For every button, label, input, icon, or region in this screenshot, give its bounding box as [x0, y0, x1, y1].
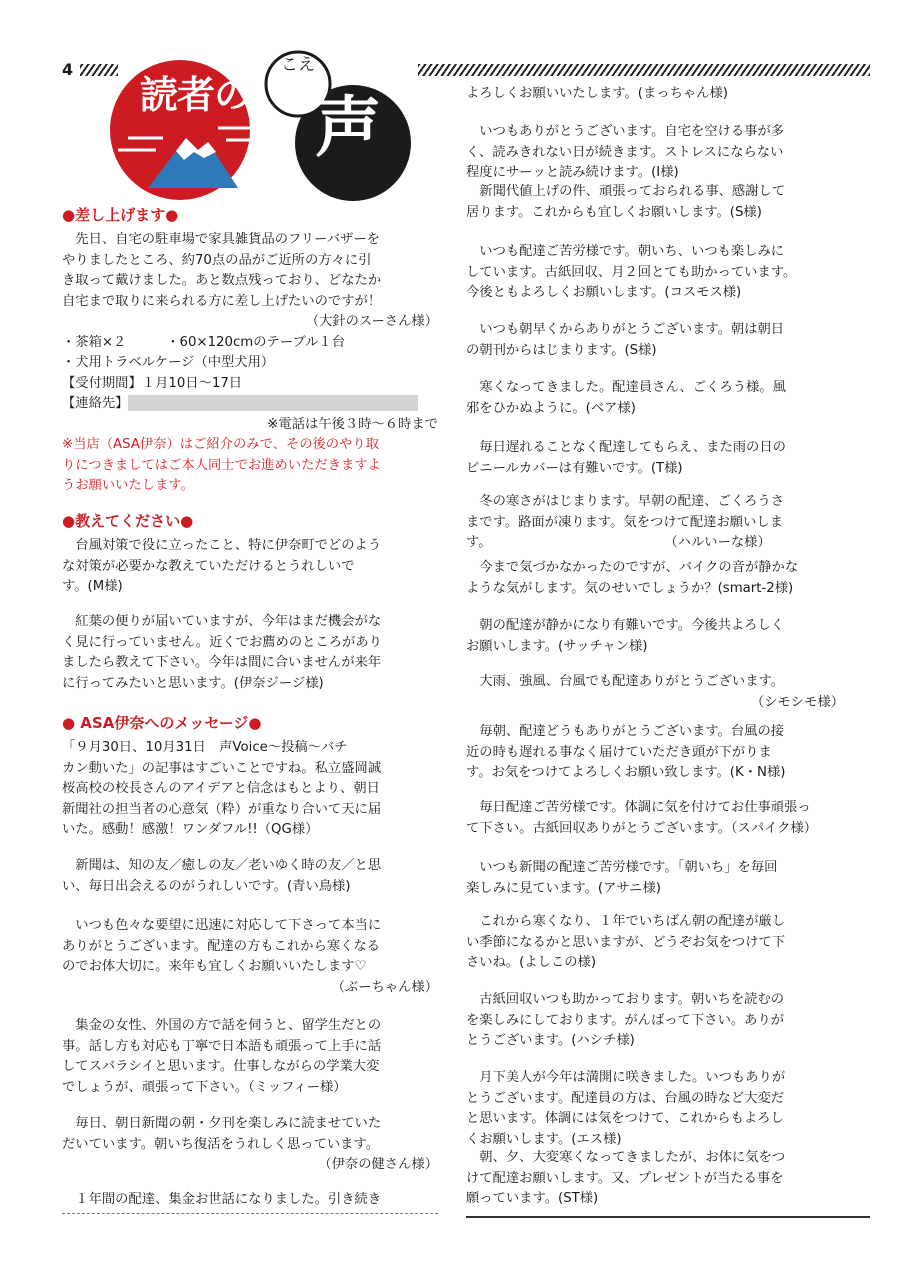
- text-line: 邪をひかぬように。(ベア様): [466, 400, 636, 416]
- item-line: ・犬用トラベルケージ（中型犬用）: [62, 355, 275, 370]
- text-line: いつも配達ご苦労様です。朝いち、いつも楽しみに: [466, 244, 785, 259]
- reader-message: [466, 438, 844, 479]
- notice-line: うお願いいたします。: [62, 478, 194, 493]
- text-line: よろしくお願いいたします。(まっちゃん様): [466, 86, 728, 101]
- text-line: な対策が必要かな教えていただけるとうれしいで: [62, 558, 355, 574]
- text-line: 楽しみに見ています。(アサニ様): [466, 880, 661, 896]
- text-line: 大雨、強風、台風でも配達ありがとうございます。: [466, 674, 785, 689]
- text-line: 居ります。これからも宜しくお願いします。(S様): [466, 204, 762, 220]
- reader-message: [466, 858, 844, 899]
- text-line: 台風対策で役に立ったこと、特に伊奈町でどのよう: [62, 538, 382, 553]
- heading-oshiete: ●教えてください●: [62, 512, 194, 530]
- notice-line: りにつきましてはご本人同士でお進めいただきますよ: [62, 457, 381, 473]
- text-line: してスバラシイと思います。仕事しながらの学業大変: [62, 1059, 380, 1074]
- phone-note: ※電話は午後３時～６時まで: [267, 416, 438, 432]
- notice-line: ※当店（ASA伊奈）はご紹介のみで、その後のやり取: [62, 437, 379, 452]
- signature: （大針のスーさん様）: [305, 314, 438, 329]
- text-line: さいね。(よしこの様): [466, 955, 597, 970]
- item-line: ・茶箱×２ ・60×120cmのテーブル１台: [62, 334, 346, 350]
- text-line: ビニールカバーは有難いです。(T様): [466, 460, 683, 476]
- text-line: す。お気をつけてよろしくお願い致します。(K・N様): [466, 765, 786, 780]
- text-line: 事。話し方も対応も丁寧で日本語も頑張って上手に話: [62, 1038, 382, 1054]
- signature: （シモシモ様）: [750, 694, 844, 710]
- message-boochan: [62, 916, 438, 998]
- oshiete-msg1: [62, 536, 438, 598]
- text-line: いた。感動！感激！ワンダフル!!（QG様）: [62, 822, 319, 837]
- text-line: いつも色々な要望に迅速に対応して下さって本当に: [62, 918, 382, 933]
- text-line: とうございます。(ハシチ様): [466, 1033, 635, 1048]
- oshiete-msg2: [62, 612, 438, 694]
- reader-message: [466, 672, 844, 713]
- text-line: に行ってみたいと思います。(伊奈ジージ様): [62, 675, 324, 691]
- text-line: とうございます。配達員の方は、台風の時など大変だ: [466, 1090, 785, 1106]
- reader-message: [466, 616, 844, 657]
- signature: （伊奈の健さん様）: [318, 1157, 438, 1172]
- text-line: 毎日配達ご苦労様です。体調に気を付けてお仕事頑張っ: [466, 800, 811, 815]
- heading-sashiage: ●差し上げます●: [62, 206, 179, 224]
- text-line: く見に行っていません。近くでお薦めのところがあり: [62, 634, 382, 650]
- text-line: 今後ともよろしくお願いします。(コスモス様): [466, 285, 742, 300]
- text-line: いつも新聞の配達ご苦労様です。「朝いち」を毎回: [466, 860, 778, 875]
- text-line: て下さい。古紙回収ありがとうございます。（スパイク様）: [466, 820, 818, 836]
- footer-rule-right: [466, 1216, 870, 1218]
- text-line: く、読みきれない日が続きます。ストレスにならない: [466, 144, 784, 160]
- text-line: 古紙回収いつも助かっております。朝いちを読むの: [466, 992, 785, 1007]
- message-miffy: [62, 1016, 438, 1098]
- reader-message: [466, 798, 844, 839]
- message-aoitori: [62, 856, 438, 897]
- message-kensan: [62, 1114, 438, 1176]
- text-line: 桜高校の校長さんのアイデアと信念はもとより、朝日: [62, 781, 380, 796]
- signature: （ぶーちゃん様）: [331, 979, 438, 995]
- reader-message: [466, 1068, 844, 1150]
- text-line: 冬の寒さがはじまります。早朝の配達、ごくろうさ: [466, 494, 785, 509]
- text-line: でしょうが、頑張って下さい。（ミッフィー様）: [62, 1079, 347, 1095]
- reader-message: [466, 122, 844, 184]
- text-line: だいています。朝いち復活をうれしく思っています。: [62, 1136, 379, 1152]
- text-line: ありがとうございます。配達の方もこれから寒くなる: [62, 938, 381, 954]
- text-line: す。(M様): [62, 579, 123, 594]
- text-line: い季節になるかと思いますが、どうぞお気をつけて下: [466, 934, 786, 950]
- text-line: これから寒くなり、１年でいちばん朝の配達が厳し: [466, 914, 786, 929]
- text-line: を楽しみにしております。がんばって下さい。ありが: [466, 1012, 785, 1028]
- text-line: お願いします。(サッチャン様): [466, 638, 648, 654]
- reader-message: [466, 990, 844, 1052]
- text-line: 朝、夕、大変寒くなってきましたが、お体に気をつ: [466, 1150, 786, 1165]
- text-line: 月下美人が今年は満開に咲きました。いつもありが: [466, 1070, 786, 1085]
- reader-message: [466, 912, 844, 974]
- text-line: ような気がします。気のせいでしょうか？(smart-2様): [466, 580, 794, 596]
- text-line: 先日、自宅の駐車場で家具雑貨品のフリーバザーを: [62, 232, 380, 247]
- text-line: けて配達お願いします。又、プレゼントが当たる事を: [466, 1170, 784, 1186]
- logo-koe: 声: [315, 89, 381, 166]
- heading-messages: ● ASA伊奈へのメッセージ●: [62, 714, 262, 732]
- text-line: 毎日、朝日新聞の朝・夕刊を楽しみに読ませていた: [62, 1116, 382, 1131]
- reader-message: [466, 84, 844, 105]
- text-line: と思います。体調には気をつけて、これからもよろし: [466, 1111, 784, 1126]
- reader-message: [466, 378, 844, 419]
- text-line: 願っています。(ST様): [466, 1191, 599, 1206]
- text-line: 寒くなってきました。配達員さん、ごくろう様。風: [466, 380, 786, 395]
- reader-message: [466, 1148, 844, 1210]
- text-line: いつもありがとうございます。自宅を空ける事が多: [466, 124, 785, 139]
- text-line: 今まで気づかなかったのですが、バイクの音が静かな: [466, 560, 799, 575]
- text-line: 程度にサーッと読み続けます。(I様): [466, 165, 679, 180]
- logo-furigana: こえ: [281, 55, 315, 75]
- header-hatch-right: [418, 64, 870, 76]
- text-line: 毎朝、配達どうもありがとうございます。台風の接: [466, 724, 785, 739]
- text-line: １年間の配達、集金お世話になりました。引き続き: [62, 1192, 382, 1207]
- reader-message: [466, 320, 844, 361]
- sashiage-body: [62, 230, 438, 497]
- page-number: 4: [62, 60, 74, 79]
- text-line: のでお体大切に。来年も宜しくお願いいたします♡: [62, 959, 367, 974]
- reader-message: [466, 492, 844, 554]
- contact-line: [62, 394, 438, 415]
- reader-message: [466, 242, 844, 304]
- footer-rule-left: [62, 1213, 438, 1214]
- text-line: いつも朝早くからありがとうございます。朝は朝日: [466, 322, 785, 337]
- text-line: ましたら教えて下さい。今年は間に合いませんが来年: [62, 655, 382, 670]
- item-line: 【受付期間】１月10日～17日: [62, 375, 243, 391]
- text-line: 新聞社の担当者の心意気（粋）が重なり合いて天に届: [62, 801, 382, 817]
- reader-message: [466, 722, 844, 784]
- text-line: 紅葉の便りが届いていますが、今年はまだ機会がな: [62, 614, 382, 629]
- redacted-contact: [128, 395, 418, 411]
- reader-message: [466, 558, 844, 599]
- text-line: 近の時も遅れる事なく届けていただき頭が下がりま: [466, 744, 772, 760]
- text-line: す。 （ハルいーな様）: [466, 535, 771, 550]
- text-line: 新聞は、知の友／癒しの友／老いゆく時の友／と思: [62, 858, 382, 873]
- text-line: しています。古紙回収、月２回とても助かっています。: [466, 264, 797, 280]
- text-line: い、毎日出会えるのがうれしいです。(青い鳥様): [62, 878, 351, 894]
- text-line: やりましたところ、約70点の品がご近所の方々に引: [62, 252, 372, 268]
- text-line: まです。路面が凍ります。気をつけて配達お願いしま: [466, 514, 783, 530]
- text-line: 「９月30日、10月31日 声Voice～投稿～バチ: [62, 740, 348, 755]
- text-line: 毎日遅れることなく配達してもらえ、また雨の日の: [466, 440, 786, 455]
- text-line: 自宅まで取りに来られる方に差し上げたいのですが！: [62, 293, 382, 309]
- text-line: くお願いします。(エス様): [466, 1131, 622, 1147]
- text-line: 朝の配達が静かになり有難いです。今後共よろしく: [466, 618, 785, 633]
- message-continued: [62, 1190, 438, 1211]
- message-qg: [62, 738, 438, 841]
- logo-title: 読者の: [140, 73, 252, 117]
- text-line: の朝刊からはじまります。(S様): [466, 342, 657, 358]
- text-line: 新聞代値上げの件、頑張っておられる事、感謝して: [466, 184, 786, 199]
- contact-label: 【連絡先】: [62, 396, 129, 411]
- reader-message: [466, 182, 844, 223]
- text-line: き取って戴けました。あと数点残っており、どなたか: [62, 273, 382, 288]
- text-line: カン動いた」の記事はすごいことですね。私立盛岡誠: [62, 760, 382, 776]
- text-line: 集金の女性、外国の方で話を伺うと、留学生だとの: [62, 1018, 382, 1033]
